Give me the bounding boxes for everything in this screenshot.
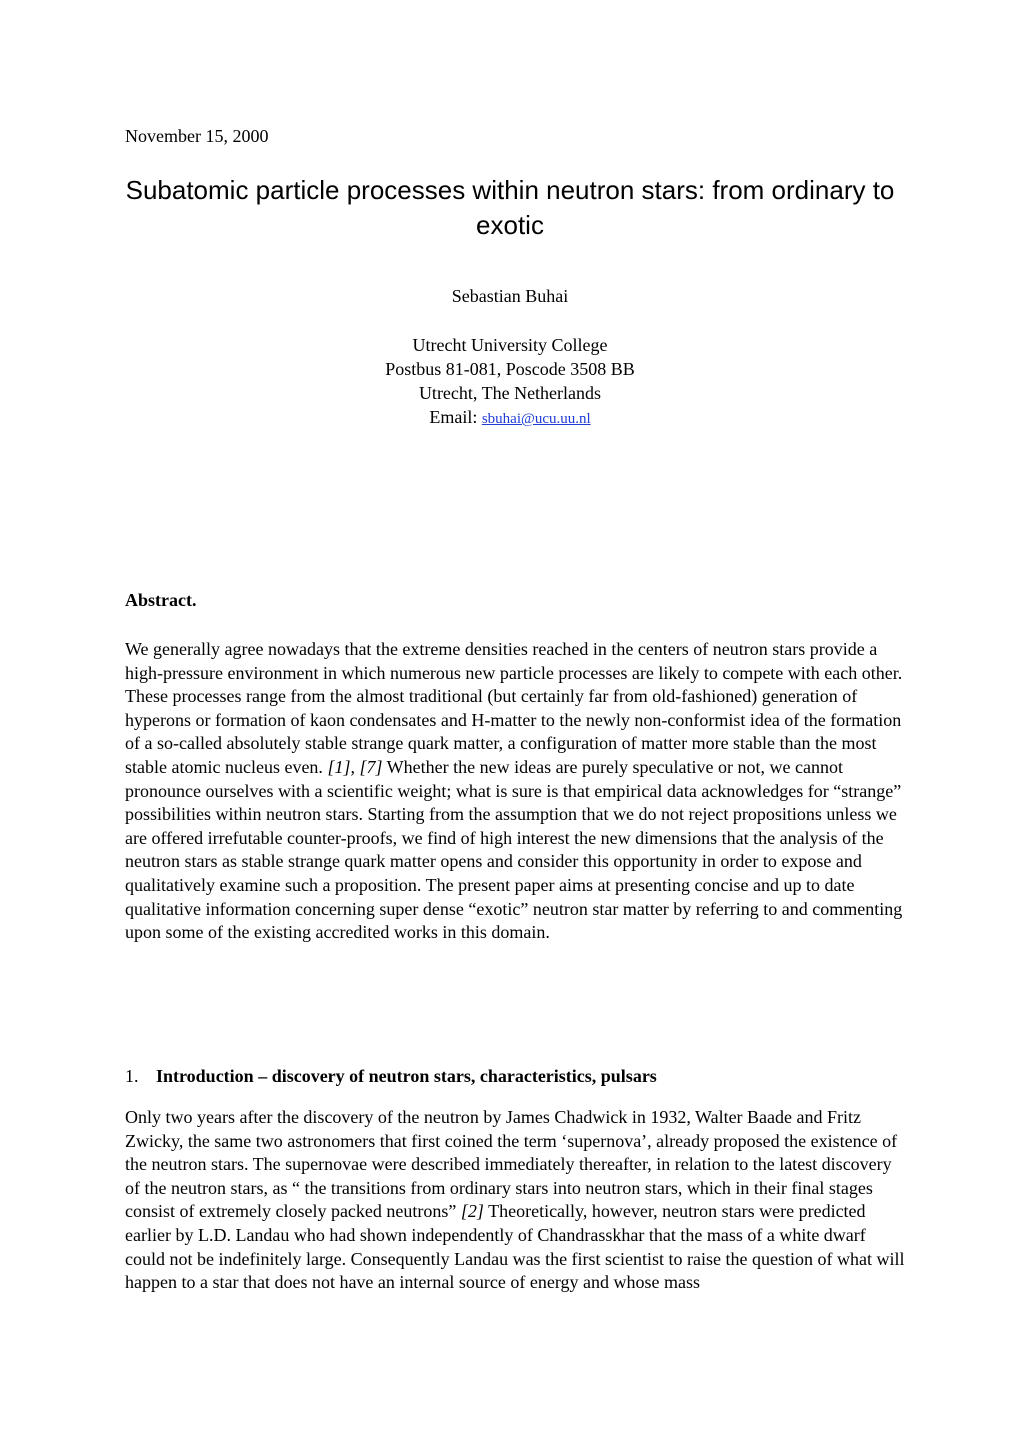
email-line — [260, 405, 760, 431]
affiliation-line: Utrecht, The Netherlands — [418, 383, 602, 403]
paper-title: Subatomic particle processes within neutron stars: from ordinary to exotic — [125, 175, 895, 240]
affiliation-line: Postbus 81-081, Poscode 3508 BB — [385, 359, 635, 379]
email-link[interactable]: sbuhai@ucu.uu.nl — [481, 411, 591, 427]
author-name: Sebastian Buhai — [451, 286, 569, 306]
document-date: November 15, 2000 — [125, 126, 269, 146]
email-label: Email: — [429, 407, 482, 427]
abstract-heading: Abstract. — [125, 590, 197, 610]
citation-reference: [1], [7] — [327, 756, 383, 777]
section-number: 1. — [125, 1066, 139, 1086]
introduction-body — [125, 1106, 905, 1295]
section-heading — [125, 1064, 657, 1088]
introduction-text: Theoretically, however, neutron stars were predicted earlier by L.D. Landau who had shown independently of Chandrasskhar that the mass of a white dwarf could not be indefinitely large. Consequently Landau was the first scientist to raise the question of what will happen to a star that does not have an internal source of energy and whose mass — [125, 1201, 905, 1293]
abstract-text: Whether the new ideas are purely speculative or not, we cannot pronounce ourselves with a scientific weight; what is sure is that empirical data acknowledges for “strange” possibilities within neutron stars. Starting from the assumption that we do not reject propositions unless we are offered irrefutable counter-proofs, we find of high interest the new dimensions that the analysis of the neutron stars as stable strange quark matter opens and consider this opportunity in order to expose and qualitatively examine such a proposition. The present paper aims at presenting concise and up to date qualitative information concerning super dense “exotic” neutron star matter by referring to and commenting upon some of the existing accredited works in this domain. — [125, 756, 903, 943]
abstract-body — [125, 638, 905, 945]
author-affiliation — [260, 333, 760, 431]
introduction-text: Only two years after the discovery of the neutron by James Chadwick in 1932, Walter Baade and Fritz Zwicky, the same two astronomers that first coined the term ‘supernova’, already proposed the existence of the neutron stars. The supernovae were described immediately thereafter, in relation to the latest discovery of the neutron stars, as “ the transitions from ordinary stars into neutron stars, which in their final stages consist of extremely closely packed neutrons” — [125, 1107, 898, 1222]
section-title: Introduction – discovery of neutron stars, characteristics, pulsars — [156, 1066, 657, 1086]
citation-reference: [2] — [460, 1201, 484, 1222]
affiliation-line: Utrecht University College — [412, 335, 608, 355]
abstract-text: We generally agree nowadays that the extreme densities reached in the centers of neutron stars provide a high-pressure environment in which numerous new particle processes are likely to compete with each other. These processes range from the almost traditional (but certainly far from old-fashioned) generation of hyperons or formation of kaon condensates and H-matter to the newly non-conformist idea of the formation of a so-called absolutely stable strange quark matter, a configuration of matter more stable than the most stable atomic nucleus even. — [125, 639, 903, 777]
